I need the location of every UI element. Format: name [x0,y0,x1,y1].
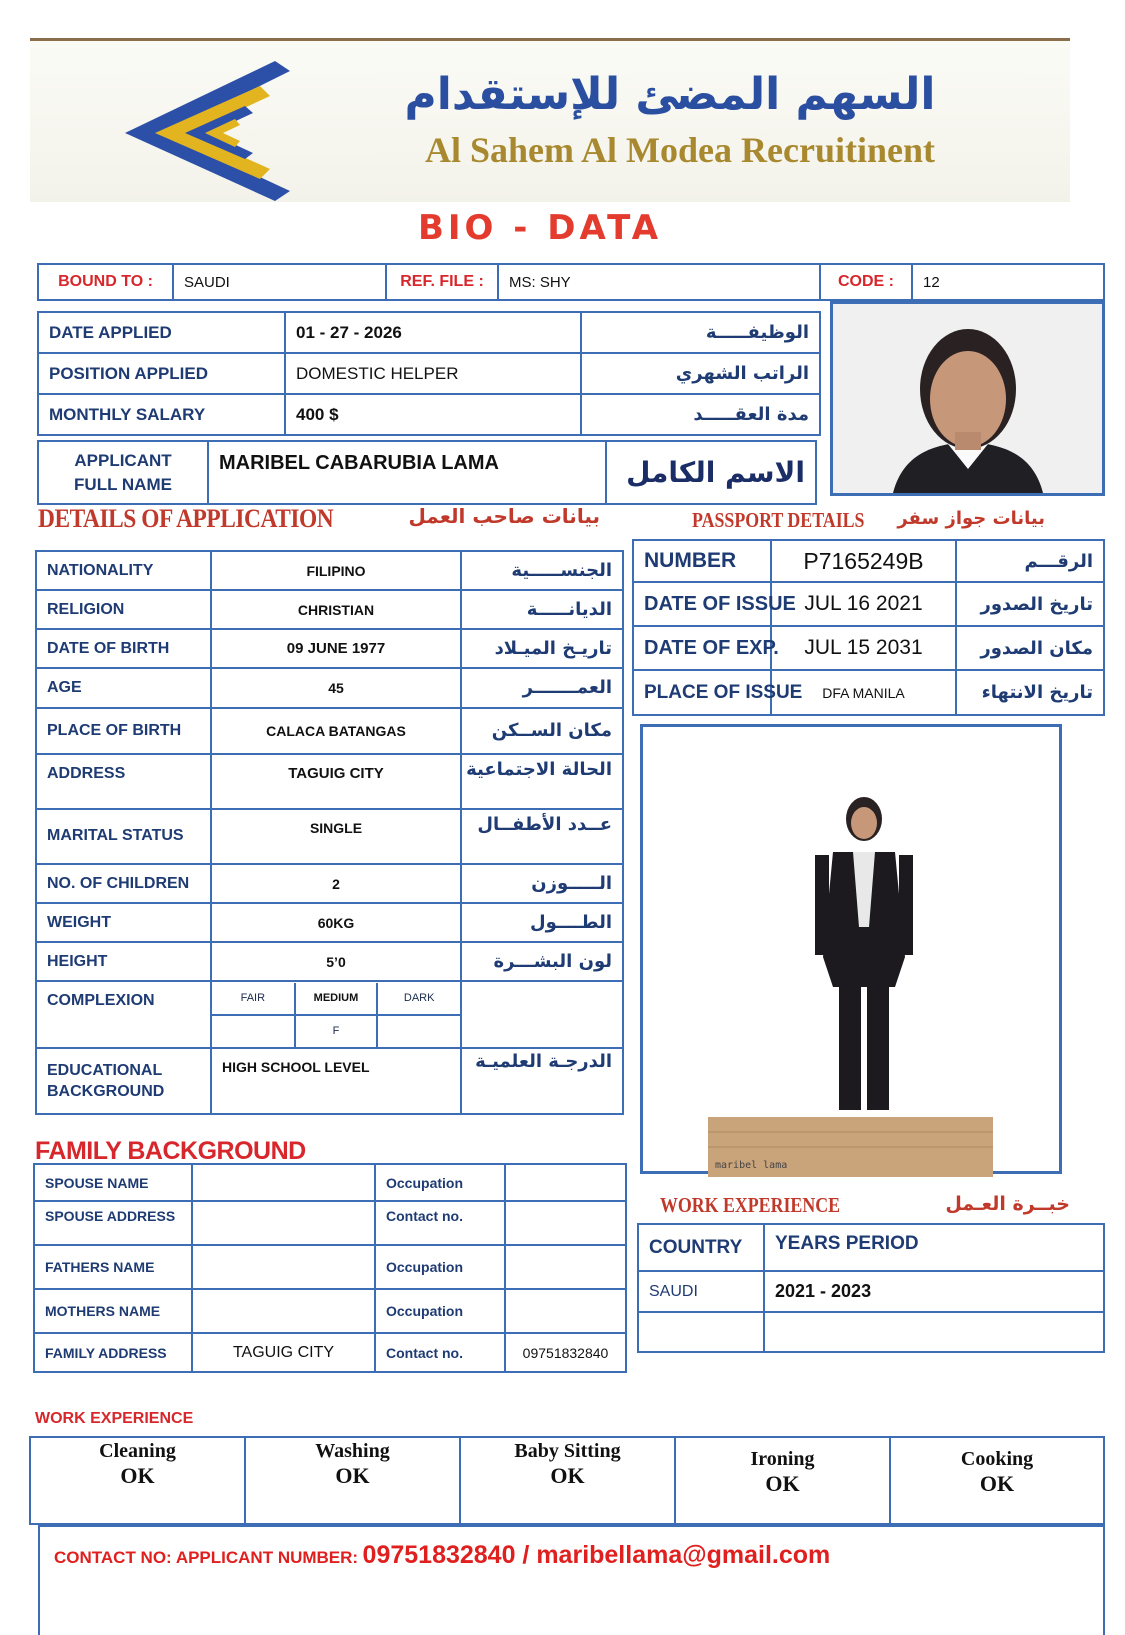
table-row [34,1289,626,1333]
table-row [36,590,623,629]
table-row [36,708,623,754]
age-value: 45 [211,668,461,707]
education-arabic: الدرجـة العلميـة [461,1048,623,1114]
complexion-dark-option: DARK [377,983,460,1015]
date-of-birth-arabic: تاريـخ الميـلاد [461,629,623,668]
table-row [36,864,623,903]
date-of-exp-arabic: مكان الصدور [956,626,1104,670]
fathers-name-value [192,1245,375,1289]
spouse-name-label: SPOUSE NAME [34,1164,192,1201]
applicant-face-photo [830,301,1105,496]
contact-label: CONTACT NO: APPLICANT NUMBER: [54,1548,359,1567]
passport-section-title: PASSPORT DETAILS [692,508,865,532]
height-arabic: لون البشـــرة [461,942,623,981]
table-row [30,1437,1104,1524]
date-applied-value: 01 - 27 - 2026 [285,312,581,353]
religion-arabic: الديانـــــة [461,590,623,629]
place-of-birth-label: PLACE OF BIRTH [36,708,211,754]
place-of-birth-arabic: مكان الســكن [461,708,623,754]
nationality-label: NATIONALITY [36,551,211,590]
full-name-table [37,440,817,505]
family-address-label: FAMILY ADDRESS [34,1333,192,1372]
full-name-label-line2: FULL NAME [74,474,172,494]
years-period-header: YEARS PERIOD [764,1224,1104,1271]
skill-ironing [675,1437,890,1524]
passport-number-label: NUMBER [633,540,771,582]
application-table [37,311,821,436]
bound-to-value: SAUDI [173,264,386,300]
marital-status-arabic: عــدد الأطفــال [461,809,623,864]
table-row [36,942,623,981]
skill-cooking [890,1437,1104,1524]
table-row [36,754,623,809]
nationality-arabic: الجنســـــية [461,551,623,590]
skill-name: Ironing [750,1448,815,1470]
height-label: HEIGHT [36,942,211,981]
date-of-issue-value: JUL 16 2021 [771,582,956,626]
fathers-occupation-label: Occupation [375,1245,505,1289]
work-experience-title: WORK EXPERIENCE [660,1193,841,1217]
complexion-dark-mark [377,1015,460,1047]
passport-table [632,539,1105,716]
person-portrait-icon [833,304,1102,493]
applicant-full-body-photo [640,724,1062,1174]
work-experience-title-arabic: خبــرة العـمل [945,1193,1070,1215]
skills-table [29,1436,1105,1525]
position-applied-arabic: الراتب الشهري [581,353,820,394]
address-label: ADDRESS [36,754,211,809]
country-header: COUNTRY [638,1224,764,1271]
date-applied-arabic: الوظيفـــــة [581,312,820,353]
details-table [35,550,624,1115]
company-english-name: Al Sahem Al Modea Recruitinent [425,130,935,170]
table-row [38,312,820,353]
religion-label: RELIGION [36,590,211,629]
no-of-children-label: NO. OF CHILDREN [36,864,211,903]
table-row [34,1245,626,1289]
position-applied-label: POSITION APPLIED [38,353,285,394]
work-period-value: 2021 - 2023 [764,1271,1104,1312]
date-applied-label: DATE APPLIED [38,312,285,353]
family-address-value: TAGUIG CITY [192,1333,375,1372]
table-row [36,668,623,707]
height-value: 5’0 [211,942,461,981]
spouse-contact-label: Contact no. [375,1201,505,1245]
skill-status: OK [765,1471,800,1496]
table-row [38,394,820,435]
family-contact-value: 09751832840 [505,1333,626,1372]
reference-row [37,263,1105,301]
religion-value: CHRISTIAN [211,590,461,629]
full-name-label-line1: APPLICANT [74,450,172,470]
no-of-children-value: 2 [211,864,461,903]
nationality-value: FILIPINO [211,551,461,590]
address-arabic: الحالة الاجتماعية [461,754,623,809]
spouse-name-value [192,1164,375,1201]
education-label-line2: BACKGROUND [47,1082,165,1100]
age-arabic: العمـــــــر [461,668,623,707]
contact-box [38,1525,1105,1635]
code-value: 12 [912,264,1104,300]
skill-status: OK [979,1471,1015,1496]
place-of-birth-value: CALACA BATANGAS [211,708,461,754]
table-row [633,540,1104,582]
table-row [36,551,623,590]
family-table [33,1163,627,1373]
table-row [36,903,623,942]
table-row [34,1164,626,1201]
mothers-occupation-value [505,1289,626,1333]
complexion-grid [211,981,461,1047]
date-of-birth-value: 09 JUNE 1977 [211,629,461,668]
monthly-salary-arabic: مدة العقـــــد [581,394,820,435]
passport-number-arabic: الرقـــم [956,540,1104,582]
table-row [34,1201,626,1245]
complexion-selected-mark: F [295,1015,378,1047]
family-section-title: FAMILY BACKGROUND [35,1137,306,1165]
skills-section-title: WORK EXPERIENCE [35,1410,194,1427]
document-title: BIO - DATA [417,208,663,248]
position-applied-value: DOMESTIC HELPER [285,353,581,394]
date-of-issue-label: DATE OF ISSUE [633,582,771,626]
weight-arabic: الطــــول [461,903,623,942]
skill-status: OK [550,1463,585,1488]
passport-number-value: P7165249B [771,540,956,582]
skill-cleaning [30,1437,245,1524]
complexion-fair-option: FAIR [212,983,295,1015]
details-section-title-arabic: بيانات صاحب العمل [408,504,600,528]
no-of-children-arabic: الـــــوزن [461,864,623,903]
spouse-occupation-value [505,1164,626,1201]
date-of-issue-arabic: تاريخ الصدور [956,582,1104,626]
weight-label: WEIGHT [36,903,211,942]
spouse-address-label: SPOUSE ADDRESS [34,1201,192,1245]
mothers-name-value [192,1289,375,1333]
marital-status-label: MARITAL STATUS [36,809,211,864]
table-row [638,1271,1104,1312]
table-row [638,1224,1104,1271]
code-label: CODE : [820,264,912,300]
skill-name: Washing [315,1440,390,1462]
date-of-birth-label: DATE OF BIRTH [36,629,211,668]
date-of-exp-value: JUL 15 2031 [771,626,956,670]
monthly-salary-label: MONTHLY SALARY [38,394,285,435]
skill-name: Cleaning [99,1440,176,1462]
fathers-name-label: FATHERS NAME [34,1245,192,1289]
arrow-logo-icon [85,41,315,201]
work-country-empty [638,1312,764,1352]
standing-person-icon [643,727,1059,1171]
spouse-address-value [192,1201,375,1245]
monthly-salary-value: 400 $ [285,394,581,435]
date-of-exp-label: DATE OF EXP. [633,626,771,670]
education-value: HIGH SCHOOL LEVEL [211,1048,461,1114]
work-experience-table [637,1223,1105,1353]
table-row [633,582,1104,626]
work-country-value: SAUDI [638,1271,764,1312]
photo-caption: maribel lama [715,1160,788,1171]
mothers-occupation-label: Occupation [375,1289,505,1333]
table-row [633,626,1104,670]
complexion-arabic-cell [461,981,623,1047]
full-name-value: MARIBEL CABARUBIA LAMA [208,441,606,504]
education-label-line1: EDUCATIONAL [47,1061,163,1079]
place-of-issue-label: PLACE OF ISSUE [633,670,771,715]
passport-section-title-arabic: بيانات جواز سفر [897,508,1045,529]
ref-file-value: MS: SHY [498,264,820,300]
skill-status: OK [335,1463,370,1488]
marital-status-value: SINGLE [211,809,461,864]
skill-washing [245,1437,460,1524]
contact-value[interactable]: 09751832840 / maribellama@gmail.com [362,1541,831,1569]
company-arabic-name: السهم المضئ للإستقدام [404,69,936,120]
table-row [38,353,820,394]
work-period-empty [764,1312,1104,1352]
skill-baby-sitting [460,1437,675,1524]
complexion-label: COMPLEXION [36,981,211,1047]
mothers-name-label: MOTHERS NAME [34,1289,192,1333]
company-logo-banner [30,38,1070,202]
complexion-fair-mark [212,1015,295,1047]
table-row [34,1333,626,1372]
fathers-occupation-value [505,1245,626,1289]
place-of-issue-arabic: تاريخ الانتهاء [956,670,1104,715]
spouse-occupation-label: Occupation [375,1164,505,1201]
complexion-medium-option: MEDIUM [295,983,378,1015]
table-row [36,629,623,668]
skill-name: Baby Sitting [514,1440,621,1462]
weight-value: 60KG [211,903,461,942]
full-name-arabic: الاسم الكامل [606,441,816,504]
skill-status: OK [120,1463,155,1488]
table-row [36,1048,623,1114]
table-row [638,1312,1104,1352]
details-section-title: DETAILS OF APPLICATION [38,504,334,533]
table-row [36,981,623,1047]
skill-name: Cooking [960,1448,1034,1470]
address-value: TAGUIG CITY [211,754,461,809]
bound-to-label: BOUND TO : [38,264,173,300]
ref-file-label: REF. FILE : [386,264,498,300]
family-contact-label: Contact no. [375,1333,505,1372]
table-row [633,670,1104,715]
place-of-issue-value: DFA MANILA [771,670,956,715]
spouse-contact-value [505,1201,626,1245]
table-row [36,809,623,864]
age-label: AGE [36,668,211,707]
